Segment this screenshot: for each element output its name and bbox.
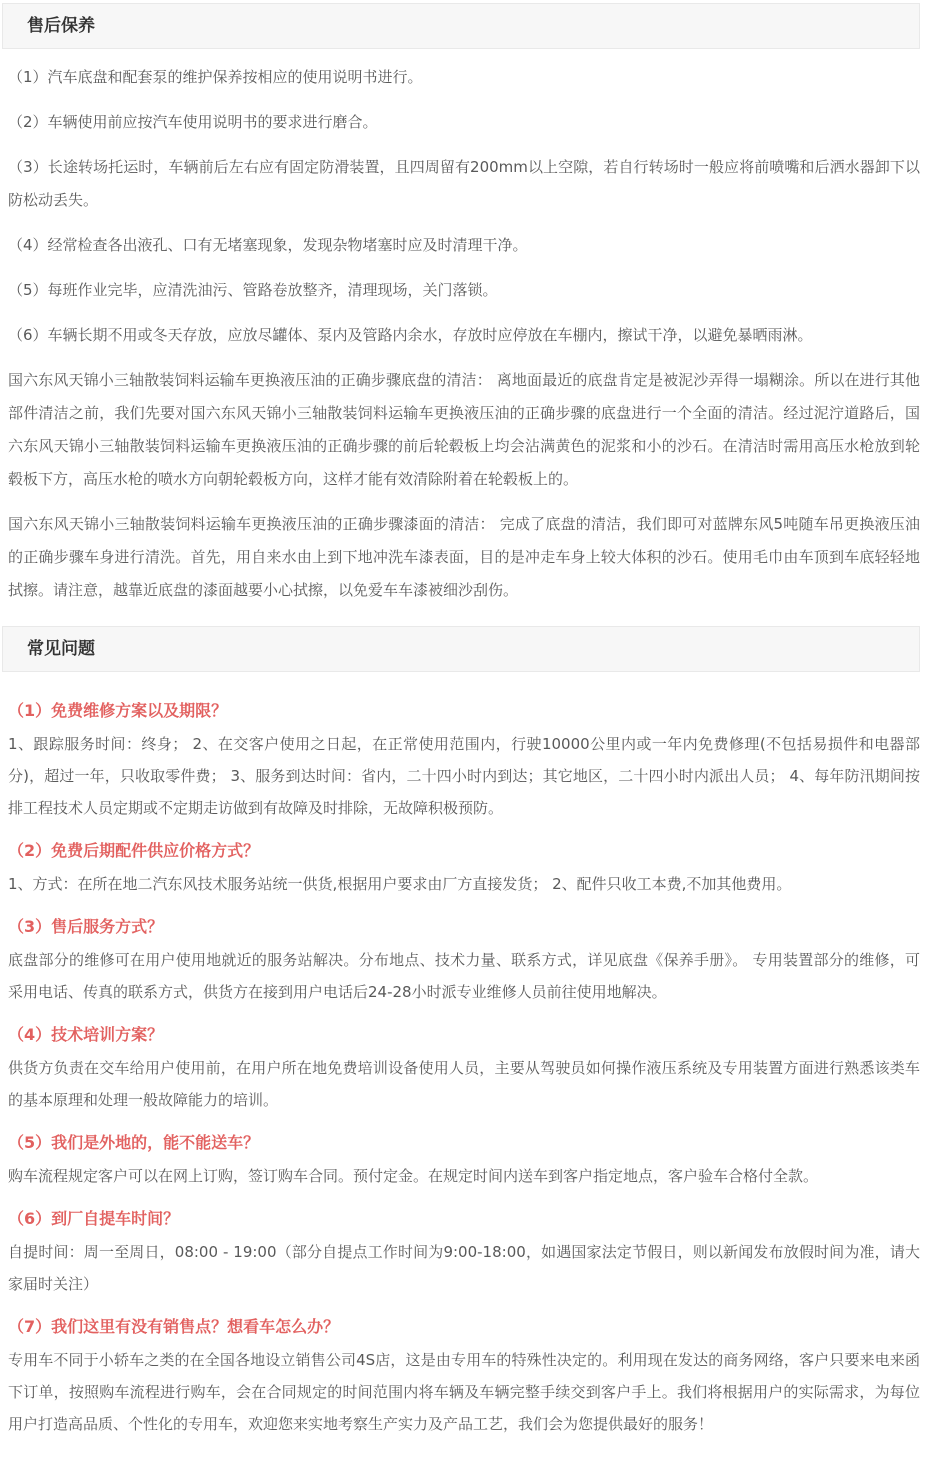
product-detail-page bbox=[0, 3, 928, 1448]
faq-question-2: （2）免费后期配件供应价格方式？ bbox=[8, 841, 260, 860]
faq-answer-3: 底盘部分的维修可在用户使用地就近的服务站解决。分布地点、技术力量、联系方式，详见底盘《保养手册》。 专用装置部分的维修，可采用电话、传真的联系方式，供货方在接到用户电话后24-28小时派专业维修人员前往使用地解决。 bbox=[8, 951, 920, 1001]
faq-section bbox=[0, 626, 928, 1448]
maintenance-item-2: （2）车辆使用前应按汽车使用说明书的要求进行磨合。 bbox=[8, 113, 378, 131]
maintenance-item-6: （6）车辆长期不用或冬天存放，应放尽罐体、泵内及管路内余水，存放时应停放在车棚内，擦试干净，以避免暴晒雨淋。 bbox=[8, 326, 813, 344]
faq-answer-4: 供货方负责在交车给用户使用前，在用户所在地免费培训设备使用人员，主要从驾驶员如何操作液压系统及专用装置方面进行熟悉该类车的基本原理和处理一般故障能力的培训。 bbox=[8, 1059, 920, 1109]
maintenance-item-5: （5）每班作业完毕，应清洗油污、管路卷放整齐，清理现场，关门落锁。 bbox=[8, 281, 498, 299]
faq-question-3: （3）售后服务方式？ bbox=[8, 917, 164, 936]
faq-header-bar bbox=[2, 626, 920, 672]
faq-body bbox=[0, 672, 928, 1448]
after-sales-body bbox=[0, 49, 928, 623]
chassis-cleaning-paragraph: 国六东风天锦小三轴散装饲料运输车更换液压油的正确步骤底盘的清洁： 离地面最近的底盘肯定是被泥沙弄得一塌糊涂。所以在进行其他部件清洁之前，我们先要对国六东风天锦小三轴散装饲料运输车更换液压油的正确步骤的底盘进行一个全面的清洁。经过泥泞道路后，国六东风天锦小三轴散装饲料运输车更换液压油的正确步骤的前后轮毂板上均会沾满黄色的泥浆和小的沙石。在清洁时需用高压水枪放到轮毂板下方，高压水枪的喷水方向朝轮毂板方向，这样才能有效清除附着在轮毂板上的。 bbox=[8, 371, 920, 488]
faq-answer-7: 专用车不同于小轿车之类的在全国各地设立销售公司4S店，这是由专用车的特殊性决定的。利用现在发达的商务网络，客户只要来电来函下订单，按照购车流程进行购车，会在合同规定的时间范围内将车辆及车辆完整手续交到客户手上。我们将根据用户的实际需求，为每位用户打造高品质、个性化的专用车，欢迎您来实地考察生产实力及产品工艺，我们会为您提供最好的服务！ bbox=[8, 1351, 920, 1433]
faq-question-7: （7）我们这里有没有销售点？想看车怎么办？ bbox=[8, 1317, 340, 1336]
paint-cleaning-paragraph: 国六东风天锦小三轴散装饲料运输车更换液压油的正确步骤漆面的清洁： 完成了底盘的清洁，我们即可对蓝牌东风5吨随车吊更换液压油的正确步骤车身进行清洗。首先，用自来水由上到下地冲洗车漆表面，目的是冲走车身上较大体积的沙石。使用毛巾由车顶到车底轻轻地拭擦。请注意，越靠近底盘的漆面越要小心拭擦，以免爱车车漆被细沙刮伤。 bbox=[8, 515, 920, 599]
faq-question-5: （5）我们是外地的，能不能送车？ bbox=[8, 1133, 260, 1152]
faq-answer-5: 购车流程规定客户可以在网上订购，签订购车合同。预付定金。在规定时间内送车到客户指定地点，客户验车合格付全款。 bbox=[8, 1167, 819, 1185]
after-sales-section bbox=[0, 3, 928, 623]
after-sales-title: 售后保养 bbox=[27, 16, 95, 36]
maintenance-item-3: （3）长途转场托运时，车辆前后左右应有固定防滑装置，且四周留有200mm以上空隙，若自行转场时一般应将前喷嘴和后洒水器卸下以防松动丢失。 bbox=[8, 158, 920, 209]
faq-title: 常见问题 bbox=[27, 639, 95, 659]
faq-answer-1: 1、跟踪服务时间：终身； 2、在交客户使用之日起，在正常使用范围内，行驶10000公里内或一年内免费修理(不包括易损件和电器部分)，超过一年，只收取零件费； 3、服务到达时间：省内，二十四小时内到达；其它地区，二十四小时内派出人员； 4、每年防汛期间按排工程技术人员定期或不定期走访做到有故障及时排除，无故障积极预防。 bbox=[8, 735, 920, 817]
faq-question-1: （1）免费维修方案以及期限？ bbox=[8, 701, 228, 720]
faq-question-4: （4）技术培训方案？ bbox=[8, 1025, 164, 1044]
faq-answer-6: 自提时间：周一至周日，08:00 - 19:00（部分自提点工作时间为9:00-18:00，如遇国家法定节假日，则以新闻发布放假时间为准，请大家届时关注） bbox=[8, 1243, 920, 1293]
maintenance-item-1: （1）汽车底盘和配套泵的维护保养按相应的使用说明书进行。 bbox=[8, 68, 423, 86]
maintenance-item-4: （4）经常检查各出液孔、口有无堵塞现象，发现杂物堵塞时应及时清理干净。 bbox=[8, 236, 528, 254]
faq-question-6: （6）到厂自提车时间？ bbox=[8, 1209, 180, 1228]
faq-answer-2: 1、方式：在所在地二汽东风技术服务站统一供货,根据用户要求由厂方直接发货； 2、配件只收工本费,不加其他费用。 bbox=[8, 875, 792, 893]
after-sales-header-bar bbox=[2, 3, 920, 49]
